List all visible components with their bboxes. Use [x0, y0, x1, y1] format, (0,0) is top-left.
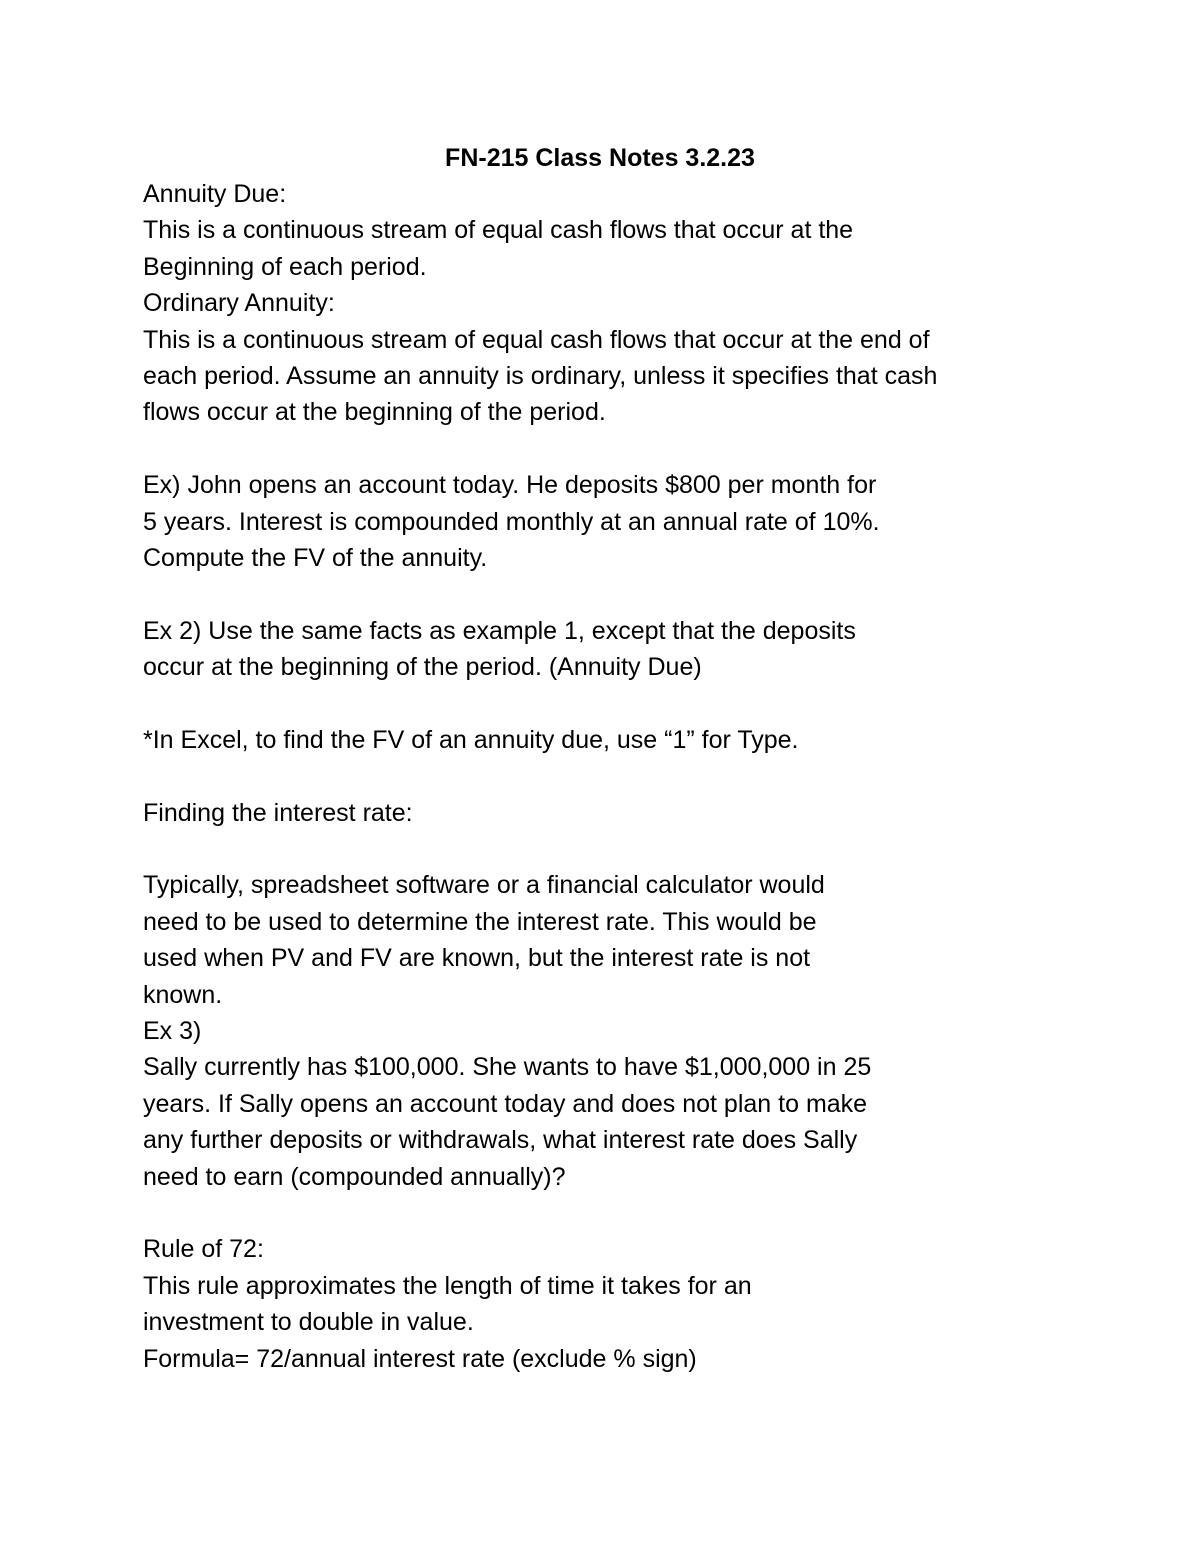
example-3-line-1: Sally currently has $100,000. She wants to have $1,000,000 in 25 [143, 1053, 872, 1082]
document-title: FN-215 Class Notes 3.2.23 [445, 144, 755, 172]
example-2-section [143, 613, 1143, 686]
excel-note: *In Excel, to find the FV of an annuity due, use “1” for Type. [143, 725, 799, 754]
interest-rate-section [143, 795, 1143, 1013]
example-2-line-1: Ex 2) Use the same facts as example 1, except that the deposits [143, 616, 856, 645]
example-1-section [143, 467, 1143, 576]
spacer [143, 685, 1143, 721]
rule-of-72-line-2: investment to double in value. [143, 1308, 474, 1337]
spacer [143, 831, 1143, 867]
ordinary-annuity-line-1: This is a continuous stream of equal cash flows that occur at the end of [143, 325, 930, 354]
example-1-line-2: 5 years. Interest is compounded monthly at an annual rate of 10%. [143, 507, 880, 536]
rule-of-72-heading: Rule of 72: [143, 1235, 264, 1264]
rule-of-72-line-1: This rule approximates the length of time it takes for an [143, 1271, 752, 1300]
example-3-line-2: years. If Sally opens an account today and does not plan to make [143, 1089, 868, 1118]
document-body [143, 176, 1143, 1377]
ordinary-annuity-section [143, 285, 1143, 431]
spacer [143, 576, 1143, 612]
annuity-due-section [143, 176, 1143, 285]
rule-of-72-section [143, 1231, 1143, 1377]
example-3-line-4: need to earn (compounded annually)? [143, 1162, 566, 1191]
example-1-line-3: Compute the FV of the annuity. [143, 543, 488, 572]
example-1-line-1: Ex) John opens an account today. He deposits $800 per month for [143, 471, 877, 500]
annuity-due-line-2: Beginning of each period. [143, 252, 427, 281]
interest-rate-line-1: Typically, spreadsheet software or a financial calculator would [143, 871, 825, 900]
example-3-section [143, 1013, 1143, 1195]
spacer [143, 431, 1143, 467]
interest-rate-line-2: need to be used to determine the interest rate. This would be [143, 907, 817, 936]
ordinary-annuity-line-2: each period. Assume an annuity is ordinary, unless it specifies that cash [143, 361, 938, 390]
ordinary-annuity-line-3: flows occur at the beginning of the period. [143, 398, 606, 427]
spacer [143, 758, 1143, 794]
rule-of-72-formula: Formula= 72/annual interest rate (exclude % sign) [143, 1344, 697, 1373]
annuity-due-line-1: This is a continuous stream of equal cash flows that occur at the [143, 216, 854, 245]
spacer [143, 1195, 1143, 1231]
example-3-line-3: any further deposits or withdrawals, what interest rate does Sally [143, 1126, 858, 1155]
ordinary-annuity-heading: Ordinary Annuity: [143, 289, 335, 318]
annuity-due-heading: Annuity Due: [143, 180, 287, 208]
interest-rate-line-3: used when PV and FV are known, but the interest rate is not [143, 944, 811, 973]
example-2-line-2: occur at the beginning of the period. (Annuity Due) [143, 653, 702, 682]
interest-rate-heading: Finding the interest rate: [143, 798, 413, 827]
interest-rate-line-4: known. [143, 980, 223, 1009]
example-3-heading: Ex 3) [143, 1016, 202, 1045]
